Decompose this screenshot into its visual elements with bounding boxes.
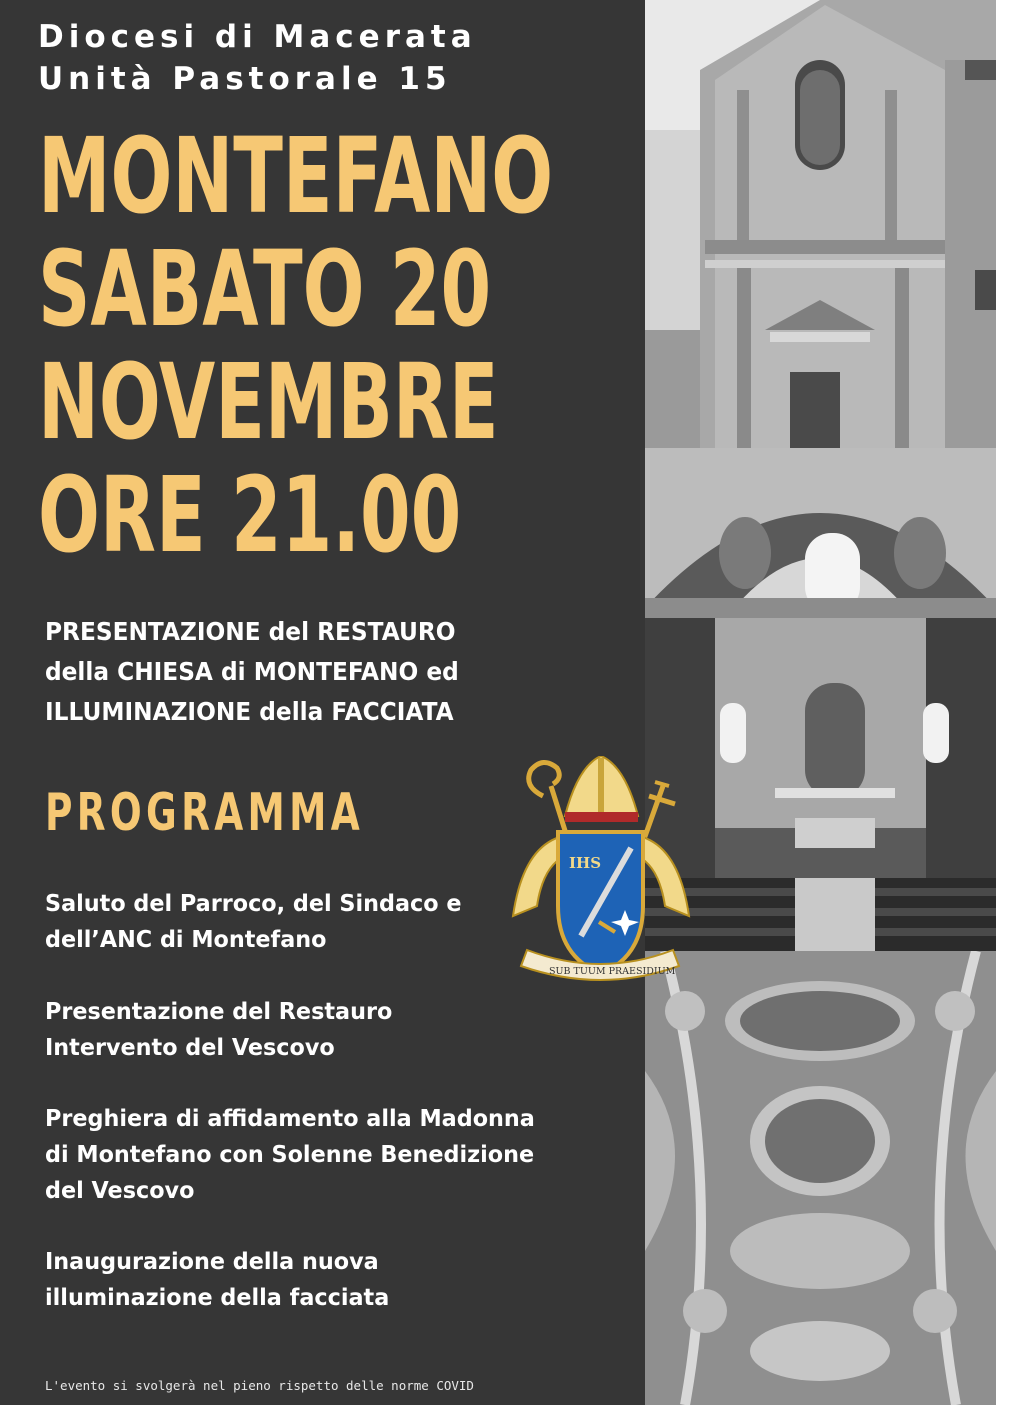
program-item: [45, 1244, 389, 1316]
headline-place: MONTEFANO: [38, 115, 554, 237]
program-item-line: dell’ANC di Montefano: [45, 927, 327, 953]
program-item: [45, 1101, 535, 1209]
bishop-coat-of-arms: [503, 756, 693, 988]
program-item-line: Inaugurazione della nuova: [45, 1249, 379, 1275]
headline-day: SABATO 20: [38, 228, 492, 350]
program-item-line: di Montefano con Solenne Benedizione: [45, 1142, 535, 1168]
subtitle-line: ILLUMINAZIONE della FACCIATA: [45, 697, 454, 726]
program-item-line: Saluto del Parroco, del Sindaco e: [45, 891, 462, 917]
headline-month: NOVEMBRE: [38, 341, 499, 463]
event-subtitle: [45, 612, 459, 732]
program-item-line: Preghiera di affidamento alla Madonna: [45, 1106, 535, 1132]
program-item-line: Presentazione del Restauro: [45, 999, 393, 1025]
church-facade-photo: [645, 0, 996, 448]
event-headline: [38, 115, 554, 576]
program-item-line: illuminazione della facciata: [45, 1285, 390, 1311]
ihs-monogram: IHS: [569, 854, 602, 872]
program-item-line: del Vescovo: [45, 1178, 195, 1204]
program-title: PROGRAMMA: [45, 783, 365, 843]
crest-motto: SUB TUUM PRAESIDIUM: [549, 966, 676, 977]
ceiling-fresco-photo: [645, 951, 996, 1405]
church-interior-photo: [645, 448, 996, 951]
subtitle-line: della CHIESA di MONTEFANO ed: [45, 657, 459, 686]
subtitle-line: PRESENTAZIONE del RESTAURO: [45, 617, 456, 646]
program-item: [45, 886, 461, 958]
diocese-header: [38, 16, 477, 100]
covid-notice: L'evento si svolgerà nel pieno rispetto delle norme COVID: [45, 1378, 474, 1393]
program-item: [45, 994, 392, 1066]
diocese-name: Diocesi di Macerata: [38, 19, 477, 55]
headline-time: ORE 21.00: [38, 454, 462, 576]
pastoral-unit: Unità Pastorale 15: [38, 61, 452, 97]
program-item-line: Intervento del Vescovo: [45, 1035, 335, 1061]
right-margin: [996, 0, 1013, 1409]
